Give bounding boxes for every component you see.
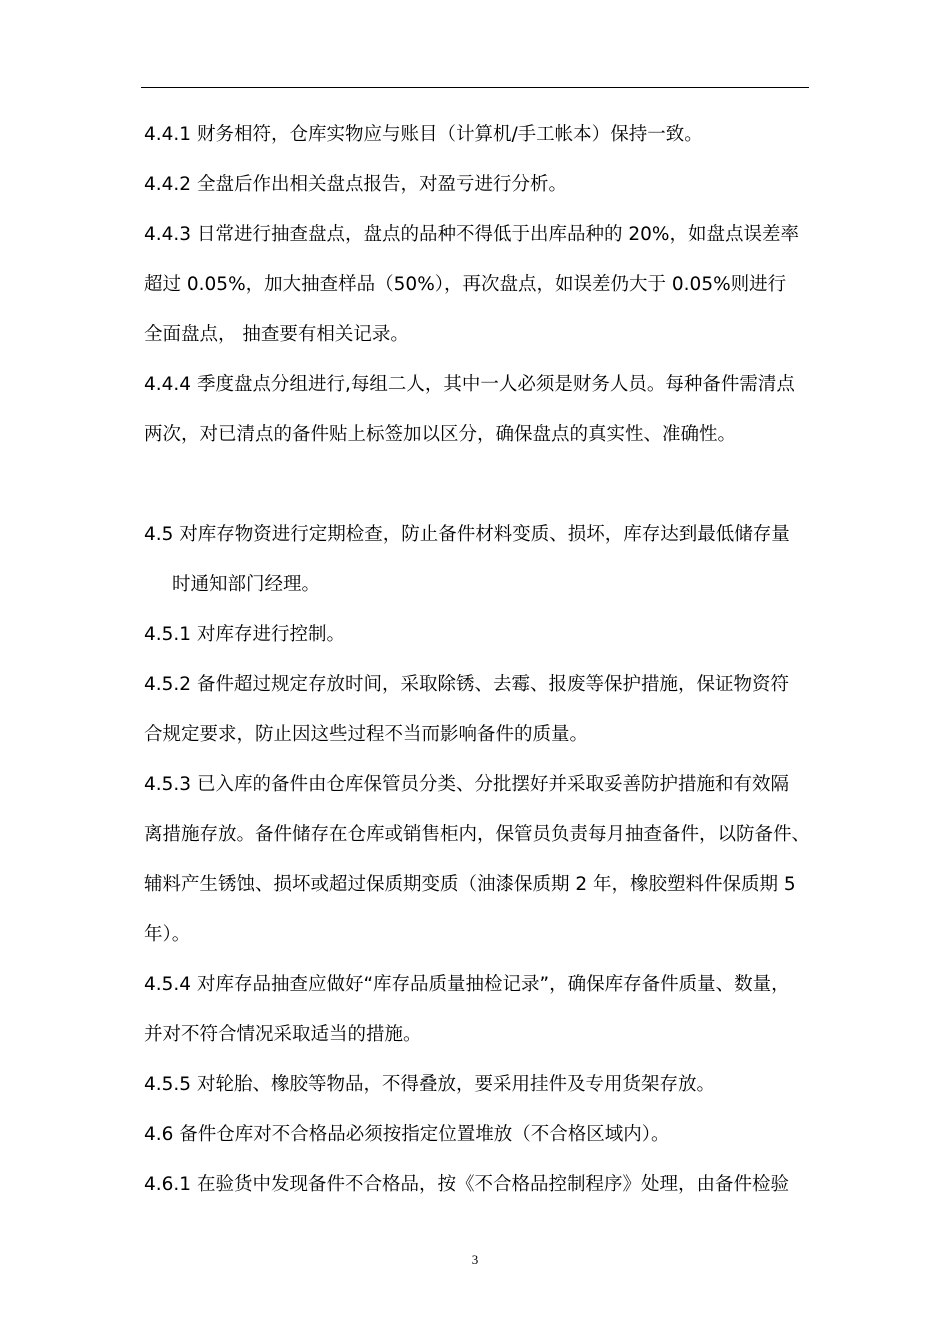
paragraph-4-6: 4.6 备件仓库对不合格品必须按指定位置堆放（不合格区域内）。 — [144, 1124, 670, 1145]
header-rule — [141, 87, 809, 88]
paragraph-4-4-3: 4.4.3 日常进行抽查盘点，盘点的品种不得低于出库品种的 20%，如盘点误差率 — [144, 224, 799, 245]
paragraph-4-5-3-cont: 辅料产生锈蚀、损坏或超过保质期变质（油漆保质期 2 年，橡胶塑料件保质期 5 — [144, 874, 796, 895]
paragraph-4-5-2: 4.5.2 备件超过规定存放时间，采取除锈、去霉、报废等保护措施，保证物资符 — [144, 674, 789, 695]
paragraph-4-5-2-cont: 合规定要求，防止因这些过程不当而影响备件的质量。 — [144, 724, 589, 745]
page-number: 3 — [471, 1252, 479, 1267]
paragraph-4-4-1: 4.4.1 财务相符，仓库实物应与账目（计算机/手工帐本）保持一致。 — [144, 124, 703, 145]
paragraph-4-5-4: 4.5.4 对库存品抽查应做好“库存品质量抽检记录”，确保库存备件质量、数量， — [144, 974, 790, 995]
paragraph-4-6-1: 4.6.1 在验货中发现备件不合格品，按《不合格品控制程序》处理，由备件检验 — [144, 1174, 789, 1195]
paragraph-4-5-3-cont: 离措施存放。备件储存在仓库或销售柜内，保管员负责每月抽查备件，以防备件、 — [144, 824, 811, 845]
paragraph-4-5-4-cont: 并对不符合情况采取适当的措施。 — [144, 1024, 422, 1045]
paragraph-4-5-3: 4.5.3 已入库的备件由仓库保管员分类、分批摆好并采取妥善防护措施和有效隔 — [144, 774, 789, 795]
paragraph-4-5-5: 4.5.5 对轮胎、橡胶等物品，不得叠放，要采用挂件及专用货架存放。 — [144, 1074, 715, 1095]
paragraph-4-4-4: 4.4.4 季度盘点分组进行,每组二人，其中一人必须是财务人员。每种备件需清点 — [144, 374, 795, 395]
paragraph-4-5-cont: 时通知部门经理。 — [172, 574, 321, 595]
paragraph-4-5-3-cont: 年）。 — [144, 924, 191, 945]
paragraph-4-4-2: 4.4.2 全盘后作出相关盘点报告，对盈亏进行分析。 — [144, 174, 567, 195]
paragraph-4-5: 4.5 对库存物资进行定期检查，防止备件材料变质、损坏，库存达到最低储存量 — [144, 524, 790, 545]
paragraph-4-4-3-cont: 超过 0.05%，加大抽查样品（50%），再次盘点，如误差仍大于 0.05%则进行 — [144, 274, 787, 295]
paragraph-4-4-3-cont: 全面盘点， 抽查要有相关记录。 — [144, 324, 409, 345]
paragraph-4-5-1: 4.5.1 对库存进行控制。 — [144, 624, 345, 645]
paragraph-4-4-4-cont: 两次，对已清点的备件贴上标签加以区分，确保盘点的真实性、准确性。 — [144, 424, 737, 445]
